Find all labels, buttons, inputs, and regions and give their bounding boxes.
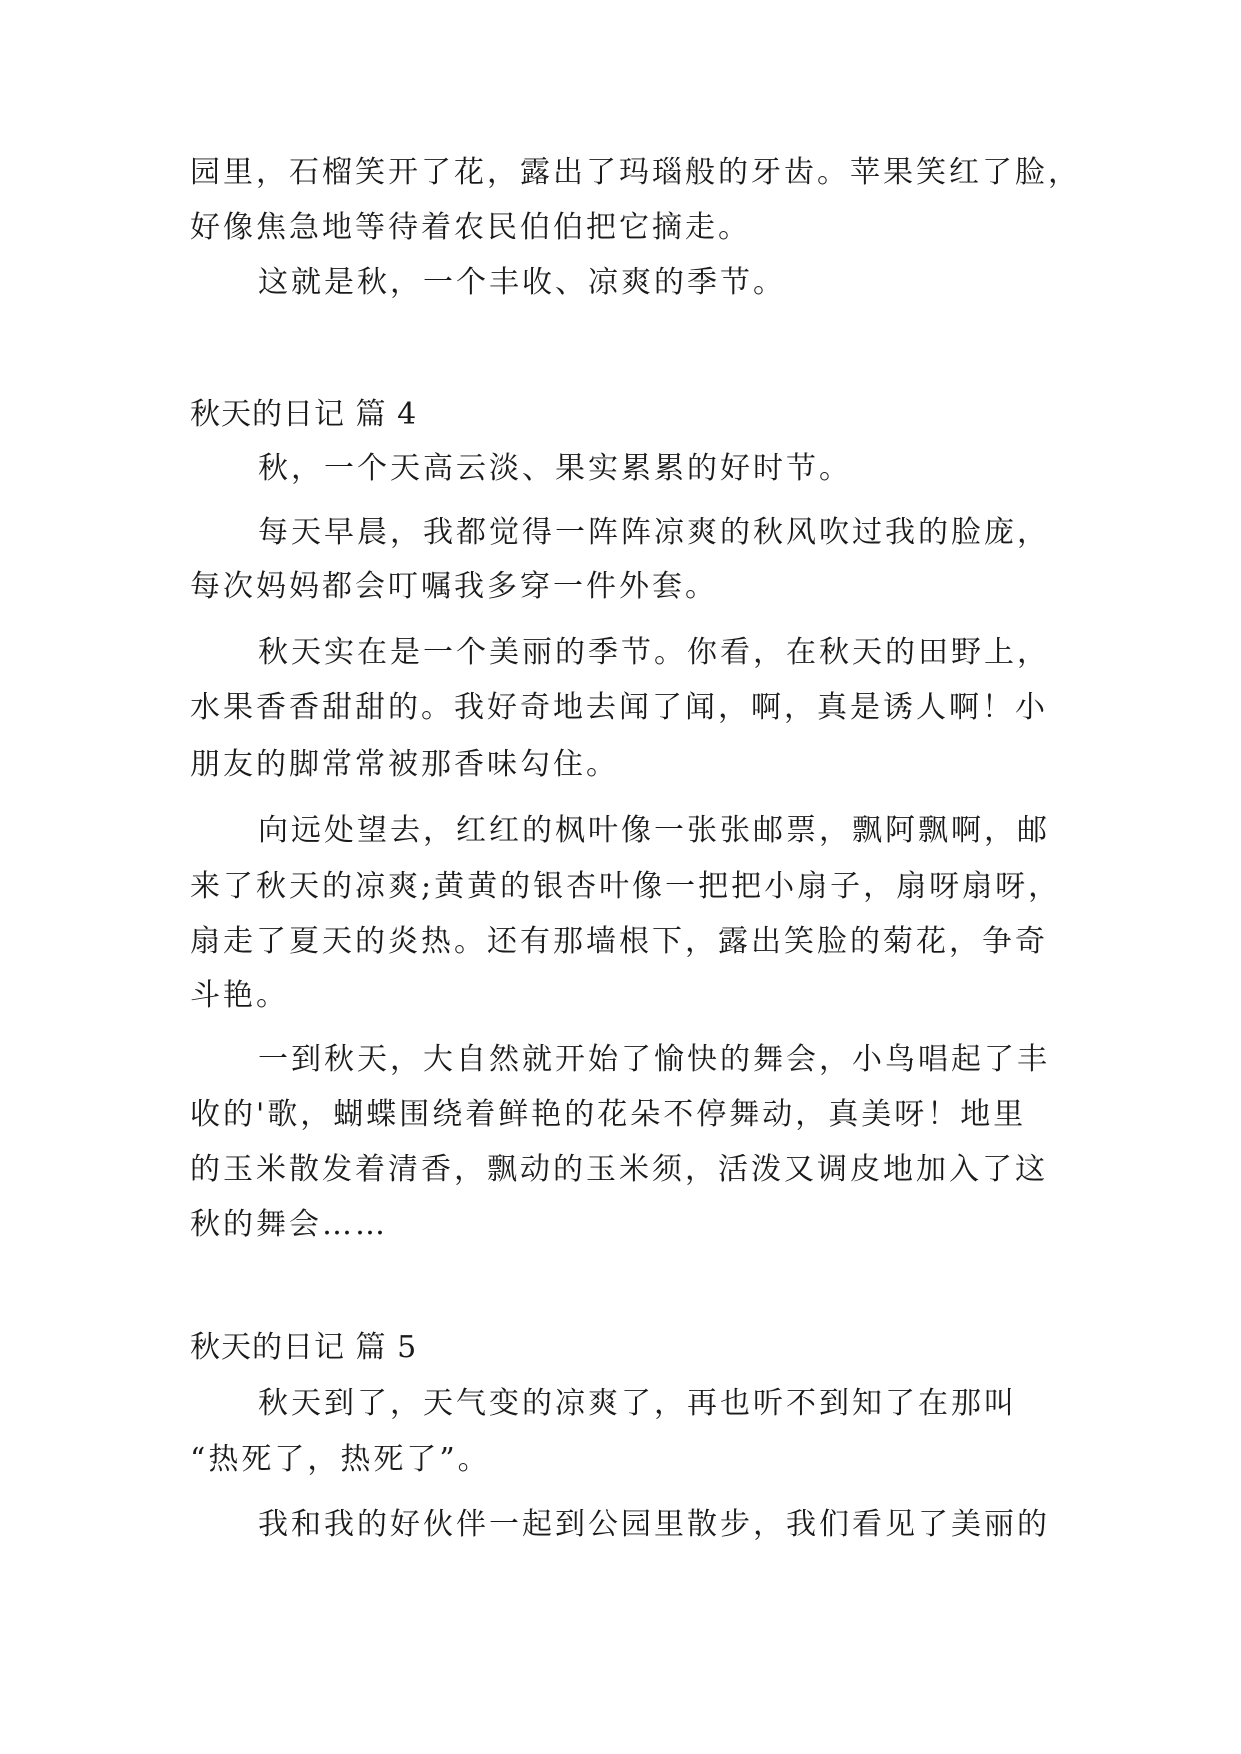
- paragraph-line: 来了秋天的凉爽;黄黄的银杏叶像一把把小扇子，扇呀扇呀，: [190, 869, 1062, 904]
- paragraph-line: 秋，一个天高云淡、果实累累的好时节。: [258, 451, 852, 486]
- paragraph-line: 秋天实在是一个美丽的季节。你看，在秋天的田野上，: [258, 635, 1050, 670]
- paragraph-line: 每次妈妈都会叮嘱我多穿一件外套。: [190, 569, 718, 604]
- paragraph-line: 扇走了夏天的炎热。还有那墙根下，露出笑脸的菊花，争奇: [190, 924, 1048, 959]
- paragraph-line: 秋天到了，天气变的凉爽了，再也听不到知了在那叫: [258, 1386, 1017, 1421]
- paragraph-line: 收的'歌，蝴蝶围绕着鲜艳的花朵不停舞动，真美呀！地里: [190, 1097, 1027, 1132]
- paragraph-line: 秋的舞会……: [190, 1207, 388, 1242]
- paragraph-line: 园里，石榴笑开了花，露出了玛瑙般的牙齿。苹果笑红了脸，: [190, 155, 1081, 190]
- section-heading: 秋天的日记 篇 5: [190, 1330, 418, 1365]
- paragraph-line: 朋友的脚常常被那香味勾住。: [190, 747, 619, 782]
- paragraph-line: 斗艳。: [190, 978, 289, 1013]
- section-heading: 秋天的日记 篇 4: [190, 397, 418, 432]
- paragraph-line: 的玉米散发着清香，飘动的玉米须，活泼又调皮地加入了这: [190, 1152, 1048, 1187]
- paragraph-line: 向远处望去，红红的枫叶像一张张邮票，飘阿飘啊，邮: [258, 813, 1050, 848]
- paragraph-line: 我和我的好伙伴一起到公园里散步，我们看见了美丽的: [258, 1507, 1050, 1542]
- paragraph-line: 好像焦急地等待着农民伯伯把它摘走。: [190, 210, 751, 245]
- paragraph-line: “热死了，热死了”。: [190, 1442, 491, 1477]
- paragraph-line: 一到秋天，大自然就开始了愉快的舞会，小鸟唱起了丰: [258, 1042, 1050, 1077]
- paragraph-line: 这就是秋，一个丰收、凉爽的季节。: [258, 265, 786, 300]
- paragraph-line: 水果香香甜甜的。我好奇地去闻了闻，啊，真是诱人啊！小: [190, 690, 1048, 725]
- paragraph-line: 每天早晨，我都觉得一阵阵凉爽的秋风吹过我的脸庞，: [258, 515, 1050, 550]
